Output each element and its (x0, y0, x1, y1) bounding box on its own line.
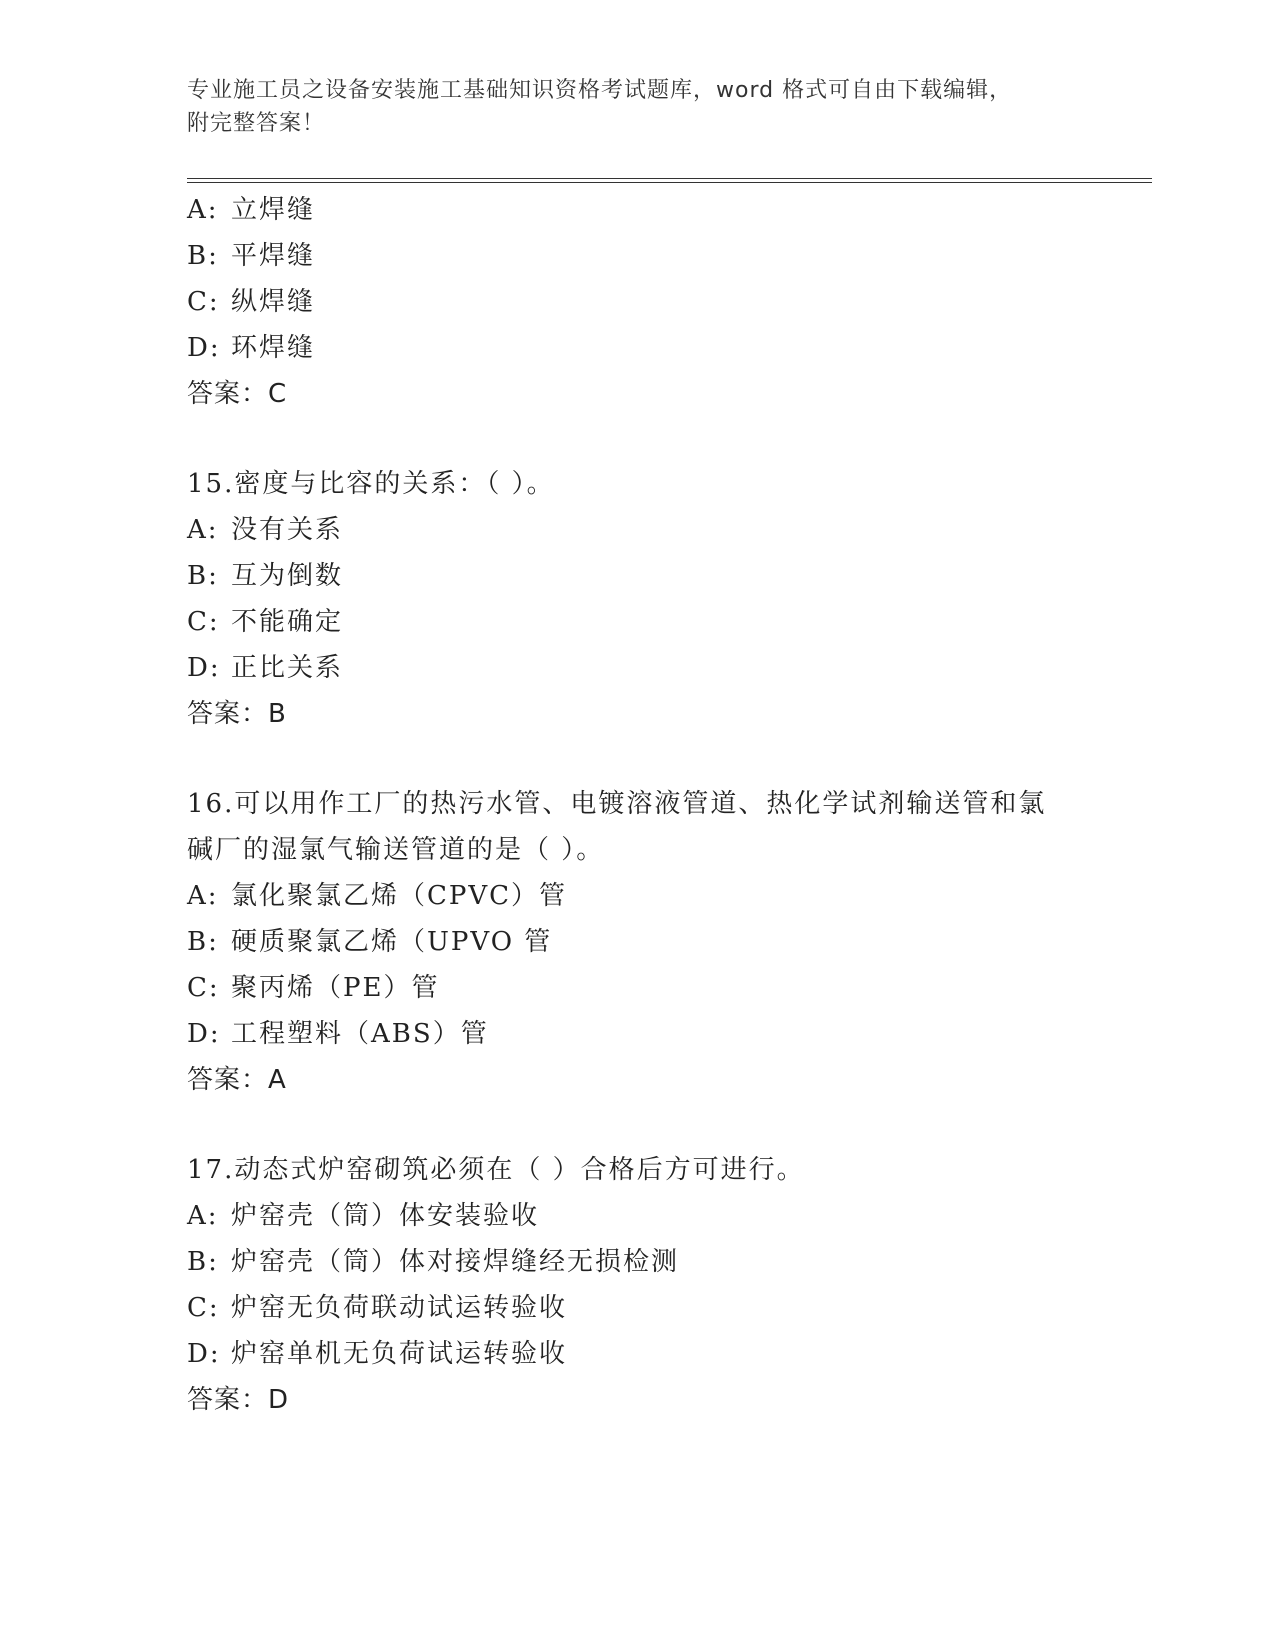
option-text: 正比关系 (231, 653, 344, 683)
document-header (187, 74, 1087, 140)
option-key: D: (187, 333, 221, 363)
option-b (187, 553, 1147, 599)
option-a (187, 187, 1147, 233)
option-key: A: (187, 1201, 219, 1231)
option-key: A: (187, 881, 219, 911)
option-key: C: (187, 1293, 220, 1323)
option-text: 氯化聚氯乙烯（CPVC）管 (231, 881, 568, 911)
option-text: 炉窑壳（筒）体安装验收 (231, 1201, 540, 1231)
option-b (187, 919, 1147, 965)
option-d (187, 325, 1147, 371)
option-d (187, 645, 1147, 691)
spacer (187, 1103, 1147, 1147)
option-d (187, 1331, 1147, 1377)
answer-line: 答案：B (187, 699, 287, 729)
question-block-17 (187, 1147, 1147, 1423)
option-a (187, 1193, 1147, 1239)
option-key: D: (187, 653, 221, 683)
answer-line: 答案：C (187, 379, 288, 409)
option-key: C: (187, 973, 220, 1003)
answer-line: 答案：D (187, 1385, 290, 1415)
option-text: 立焊缝 (231, 195, 316, 225)
spacer (187, 737, 1147, 781)
option-text: 纵焊缝 (231, 287, 316, 317)
answer-line: 答案：A (187, 1065, 287, 1095)
option-b (187, 233, 1147, 279)
question-text: 17.动态式炉窑砌筑必须在（ ）合格后方可进行。 (187, 1155, 805, 1185)
option-text: 硬质聚氯乙烯（UPVO 管 (231, 927, 553, 957)
question-text: 15.密度与比容的关系：（ ）。 (187, 469, 555, 499)
option-key: A: (187, 195, 219, 225)
option-key: D: (187, 1019, 221, 1049)
option-text: 炉窑单机无负荷试运转验收 (231, 1339, 568, 1369)
option-text: 工程塑料（ABS）管 (231, 1019, 489, 1049)
option-text: 聚丙烯（PE）管 (231, 973, 440, 1003)
header-divider-top (187, 178, 1152, 179)
option-c (187, 1285, 1147, 1331)
option-b (187, 1239, 1147, 1285)
question-block-prev (187, 187, 1147, 417)
option-a (187, 873, 1147, 919)
question-text: 16.可以用作工厂的热污水管、电镀溶液管道、热化学试剂输送管和氯 (187, 789, 1047, 819)
question-text-continued: 碱厂的湿氯气输送管道的是（ ）。 (187, 835, 605, 865)
option-c (187, 599, 1147, 645)
question-block-16 (187, 781, 1147, 1103)
spacer (187, 417, 1147, 461)
header-line-1: 专业施工员之设备安装施工基础知识资格考试题库，word 格式可自由下载编辑， (187, 78, 1013, 103)
question-list (187, 187, 1147, 1423)
option-key: B: (187, 241, 219, 271)
option-text: 不能确定 (231, 607, 344, 637)
option-c (187, 279, 1147, 325)
option-c (187, 965, 1147, 1011)
option-d (187, 1011, 1147, 1057)
header-line-2: 附完整答案！ (187, 111, 326, 136)
option-text: 互为倒数 (231, 561, 344, 591)
question-block-15 (187, 461, 1147, 737)
option-text: 炉窑壳（筒）体对接焊缝经无损检测 (231, 1247, 680, 1277)
option-key: D: (187, 1339, 221, 1369)
option-key: C: (187, 607, 220, 637)
option-text: 没有关系 (231, 515, 344, 545)
header-divider-bottom (187, 182, 1152, 183)
option-text: 炉窑无负荷联动试运转验收 (231, 1293, 568, 1323)
option-key: C: (187, 287, 220, 317)
option-key: B: (187, 927, 219, 957)
option-a (187, 507, 1147, 553)
option-key: B: (187, 1247, 219, 1277)
option-key: B: (187, 561, 219, 591)
option-text: 平焊缝 (231, 241, 316, 271)
option-key: A: (187, 515, 219, 545)
option-text: 环焊缝 (231, 333, 316, 363)
